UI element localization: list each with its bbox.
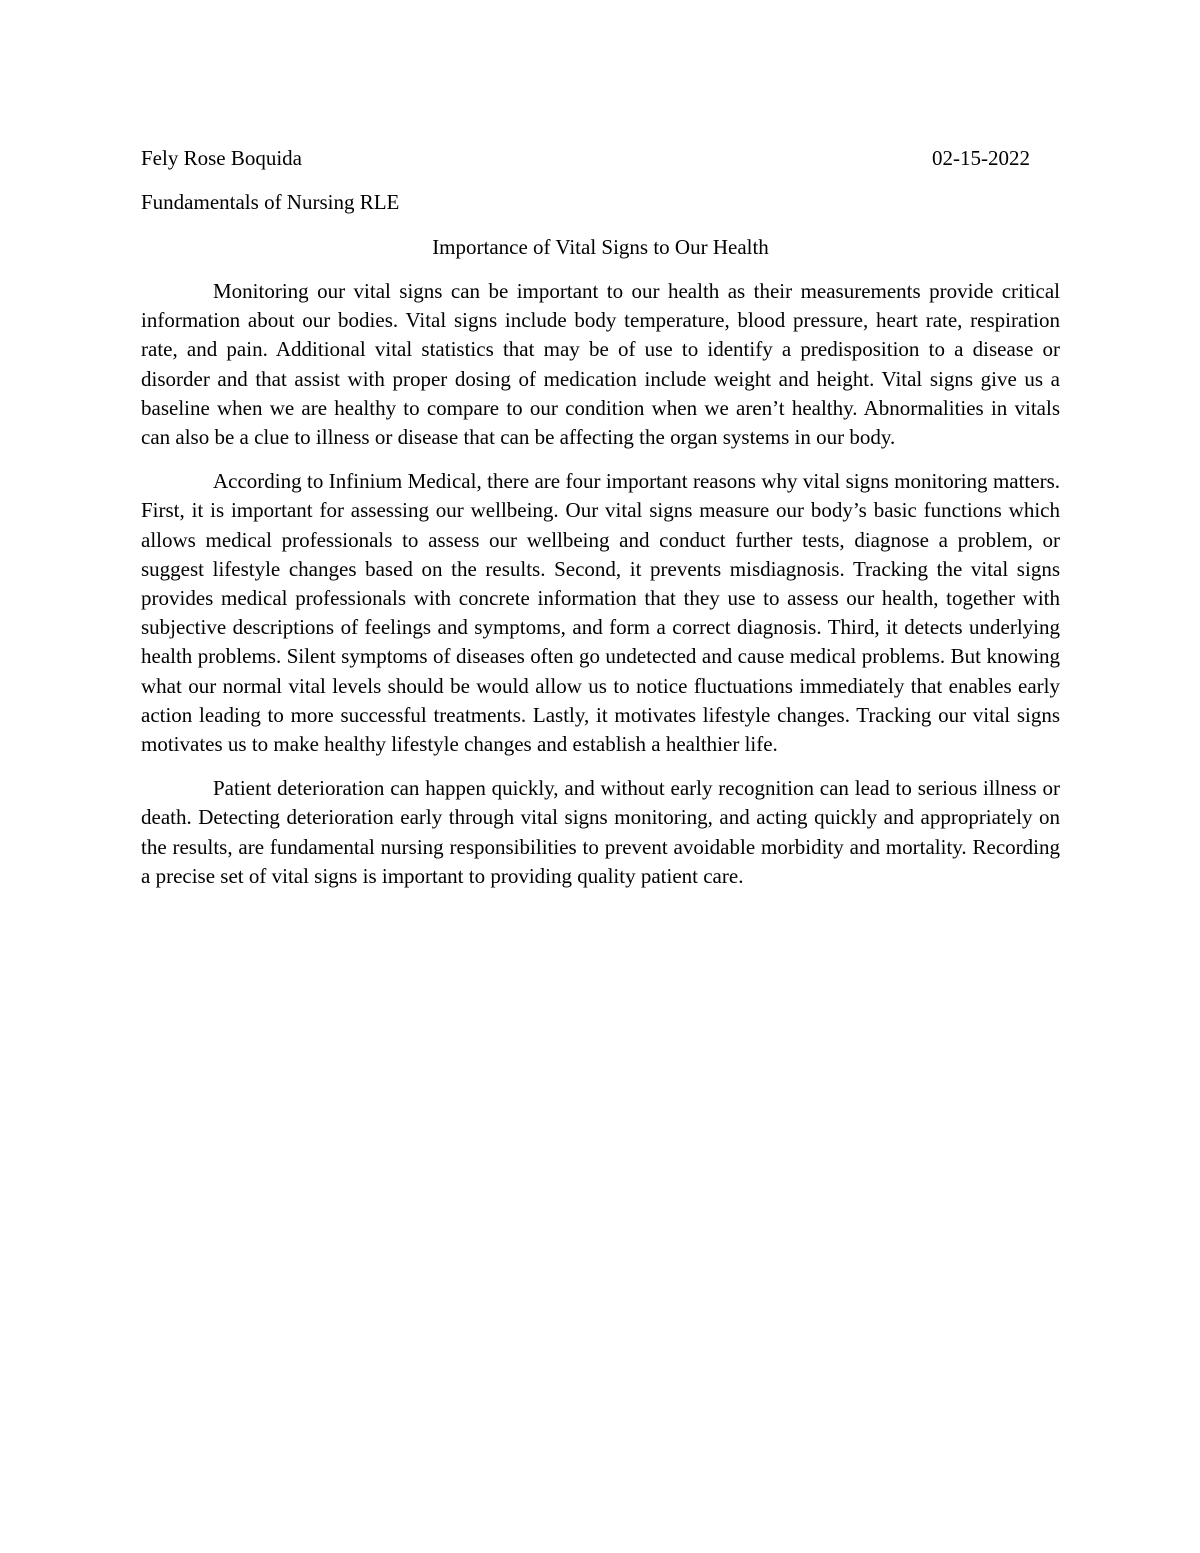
body-paragraph: According to Infinium Medical, there are four important reasons why vital signs monitoring matters. First, it is important for assessing our wellbeing. Our vital signs measure our body’s basic functions which allows medical professionals to assess our wellbeing and conduct further tests, diagnose a problem, or suggest lifestyle changes based on the results. Second, it prevents misdiagnosis. Tracking the vital signs provides medical professionals with concrete information that they use to assess our health, together with subjective descriptions of feelings and symptoms, and form a correct diagnosis. Third, it detects underlying health problems. Silent symptoms of diseases often go undetected and cause medical problems. But knowing what our normal vital levels should be would allow us to notice fluctuations immediately that enables early action leading to more successful treatments. Lastly, it motivates lifestyle changes. Tracking our vital signs motivates us to make healthy lifestyle changes and establish a healthier life. — [141, 469, 1060, 757]
document-body — [141, 277, 1060, 906]
body-paragraph: Patient deterioration can happen quickly, and without early recognition can lead to serious illness or death. Detecting deterioration early through vital signs monitoring, and acting quickly and appropriately on the results, are fundamental nursing responsibilities to prevent avoidable morbidity and mortality. Recording a precise set of vital signs is important to providing quality patient care. — [141, 776, 1060, 888]
course-name: Fundamentals of Nursing RLE — [141, 190, 400, 214]
document-title: Importance of Vital Signs to Our Health — [432, 235, 769, 259]
author-name: Fely Rose Boquida — [141, 146, 302, 170]
body-paragraph: Monitoring our vital signs can be important to our health as their measurements provide critical information about our bodies. Vital signs include body temperature, blood pressure, heart rate, respiration rate, and pain. Additional vital statistics that may be of use to identify a predisposition to a disease or disorder and that assist with proper dosing of medication include weight and height. Vital signs give us a baseline when we are healthy to compare to our condition when we aren’t healthy. Abnormalities in vitals can also be a clue to illness or disease that can be affecting the organ systems in our body. — [141, 279, 1060, 450]
document-header — [141, 144, 1030, 173]
document-date: 02-15-2022 — [932, 146, 1030, 170]
